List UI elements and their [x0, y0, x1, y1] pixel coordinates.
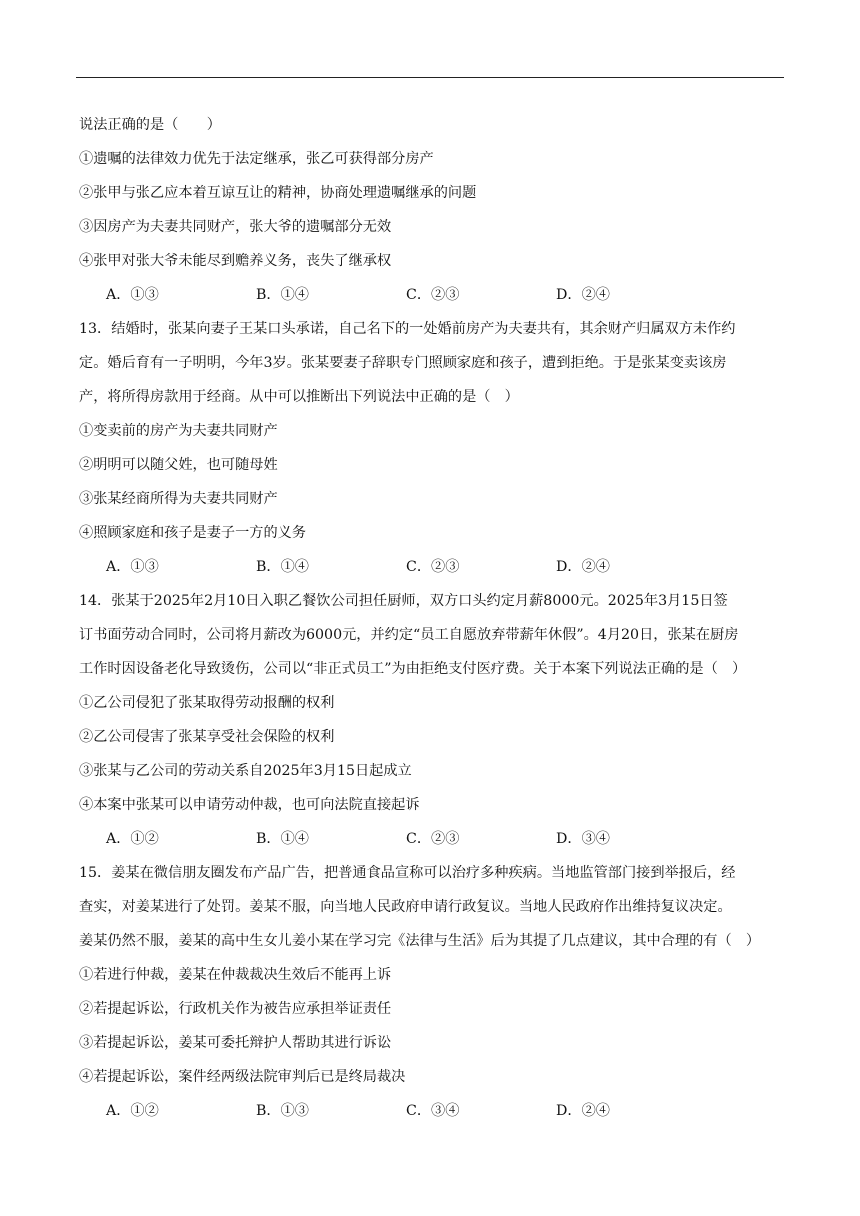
q13-option-d[interactable]: D．②④	[556, 559, 610, 575]
q15-stem-line-3: 姜某仍然不服，姜某的高中生女儿姜小某在学习完《法律与生活》后为其提了几点建议，其中合理的有（ ）	[79, 933, 761, 949]
exam-page	[79, 108, 784, 1128]
q15-option-b[interactable]: B．①③	[256, 1103, 309, 1119]
q13-options	[79, 550, 784, 584]
q15-stem-line-1: 15．姜某在微信朋友圈发布产品广告，把普通食品宣称可以治疗多种疾病。当地监管部门接到举报后，经	[79, 865, 736, 881]
q13-option-c[interactable]: C．②③	[406, 559, 460, 575]
q14-statement-2: ②乙公司侵害了张某享受社会保险的权利	[79, 729, 335, 745]
q14-options	[79, 822, 784, 856]
q13-option-a[interactable]: A．①③	[106, 559, 159, 575]
q13-stem-line-3: 产，将所得房款用于经商。从中可以推断出下列说法中正确的是（ ）	[79, 389, 519, 405]
q12-statement-4: ④张甲对张大爷未能尽到赡养义务，丧失了继承权	[79, 253, 392, 269]
q13-statement-2: ②明明可以随父姓，也可随母姓	[79, 457, 278, 473]
q15-statement-3: ③若提起诉讼，姜某可委托辩护人帮助其进行诉讼	[79, 1035, 392, 1051]
q12-statement-3: ③因房产为夫妻共同财产，张大爷的遗嘱部分无效	[79, 219, 392, 235]
q12-option-d[interactable]: D．②④	[556, 287, 610, 303]
q15-statement-1: ①若进行仲裁，姜某在仲裁裁决生效后不能再上诉	[79, 967, 392, 983]
q13-stem-line-2: 定。婚后育有一子明明，今年3岁。张某要妻子辞职专门照顾家庭和孩子，遭到拒绝。于是张某变卖该房	[79, 355, 727, 371]
q12-option-b[interactable]: B．①④	[256, 287, 309, 303]
q13-stem-line-1: 13．结婚时，张某向妻子王某口头承诺，自己名下的一处婚前房产为夫妻共有，其余财产归属双方未作约	[79, 321, 736, 337]
q14-statement-4: ④本案中张某可以申请劳动仲裁，也可向法院直接起诉	[79, 797, 420, 813]
q14-statement-3: ③张某与乙公司的劳动关系自2025年3月15日起成立	[79, 763, 412, 779]
q12-statement-1: ①遗嘱的法律效力优先于法定继承，张乙可获得部分房产	[79, 151, 434, 167]
q12-statement-2: ②张甲与张乙应本着互谅互让的精神，协商处理遗嘱继承的问题	[79, 185, 477, 201]
q15-stem-line-2: 查实，对姜某进行了处罚。姜某不服，向当地人民政府申请行政复议。当地人民政府作出维持复议决定。	[79, 899, 732, 915]
q12-options	[79, 278, 784, 312]
q12-stem-end: 说法正确的是（ ）	[79, 117, 221, 133]
q14-statement-1: ①乙公司侵犯了张某取得劳动报酬的权利	[79, 695, 335, 711]
q14-stem-line-1: 14．张某于2025年2月10日入职乙餐饮公司担任厨师，双方口头约定月薪8000元。2025年3月15日签	[79, 593, 728, 609]
q14-stem-line-2: 订书面劳动合同时，公司将月薪改为6000元，并约定“员工自愿放弃带薪年休假”。4月20日，张某在厨房	[79, 627, 739, 643]
q15-options	[79, 1094, 784, 1128]
q15-option-a[interactable]: A．①②	[106, 1103, 159, 1119]
q14-option-c[interactable]: C．②③	[406, 831, 460, 847]
q14-stem-line-3: 工作时因设备老化导致烫伤，公司以“非正式员工”为由拒绝支付医疗费。关于本案下列说法正确的是（ ）	[79, 661, 747, 677]
q14-option-d[interactable]: D．③④	[556, 831, 610, 847]
q13-statement-3: ③张某经商所得为夫妻共同财产	[79, 491, 278, 507]
q15-option-d[interactable]: D．②④	[556, 1103, 610, 1119]
q13-option-b[interactable]: B．①④	[256, 559, 309, 575]
header-rule	[76, 77, 784, 78]
q13-statement-4: ④照顾家庭和孩子是妻子一方的义务	[79, 525, 307, 541]
q12-option-c[interactable]: C．②③	[406, 287, 460, 303]
q13-statement-1: ①变卖前的房产为夫妻共同财产	[79, 423, 278, 439]
q12-option-a[interactable]: A．①③	[106, 287, 159, 303]
q14-option-b[interactable]: B．①④	[256, 831, 309, 847]
q15-statement-2: ②若提起诉讼，行政机关作为被告应承担举证责任	[79, 1001, 392, 1017]
q14-option-a[interactable]: A．①②	[106, 831, 159, 847]
q15-option-c[interactable]: C．③④	[406, 1103, 460, 1119]
q15-statement-4: ④若提起诉讼，案件经两级法院审判后已是终局裁决	[79, 1069, 406, 1085]
